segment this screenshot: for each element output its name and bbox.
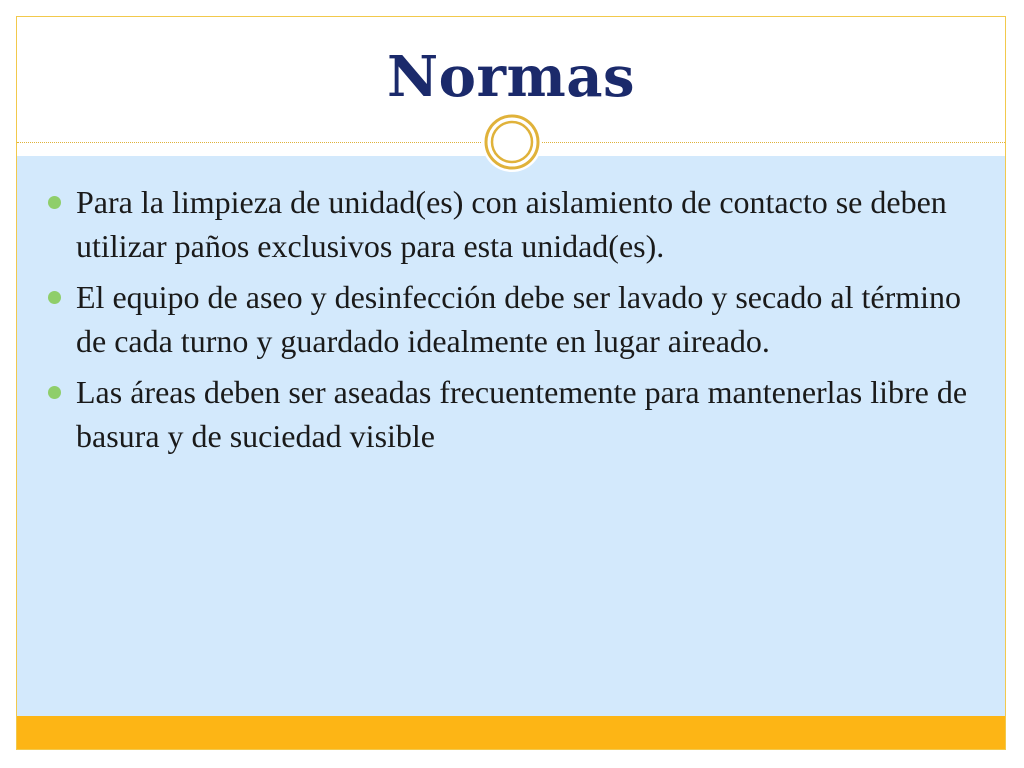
bullet-list [46, 180, 976, 465]
bullet-dot-icon [48, 386, 61, 399]
bullet-dot-icon [48, 196, 61, 209]
footer-bar [17, 716, 1005, 749]
bullet-text: Las áreas deben ser aseadas frecuentemente para mantenerlas libre de basura y de suciedad visible [76, 374, 968, 454]
list-item [46, 180, 976, 268]
list-item [46, 370, 976, 458]
slide-title: Normas [386, 44, 636, 110]
bullet-text: El equipo de aseo y desinfección debe ser lavado y secado al término de cada turno y guardado idealmente en lugar aireado. [76, 279, 961, 359]
circle-ring-icon [482, 112, 542, 172]
bullet-text: Para la limpieza de unidad(es) con aislamiento de contacto se deben utilizar paños exclusivos para esta unidad(es). [76, 184, 947, 264]
bullet-dot-icon [48, 291, 61, 304]
list-item [46, 275, 976, 363]
